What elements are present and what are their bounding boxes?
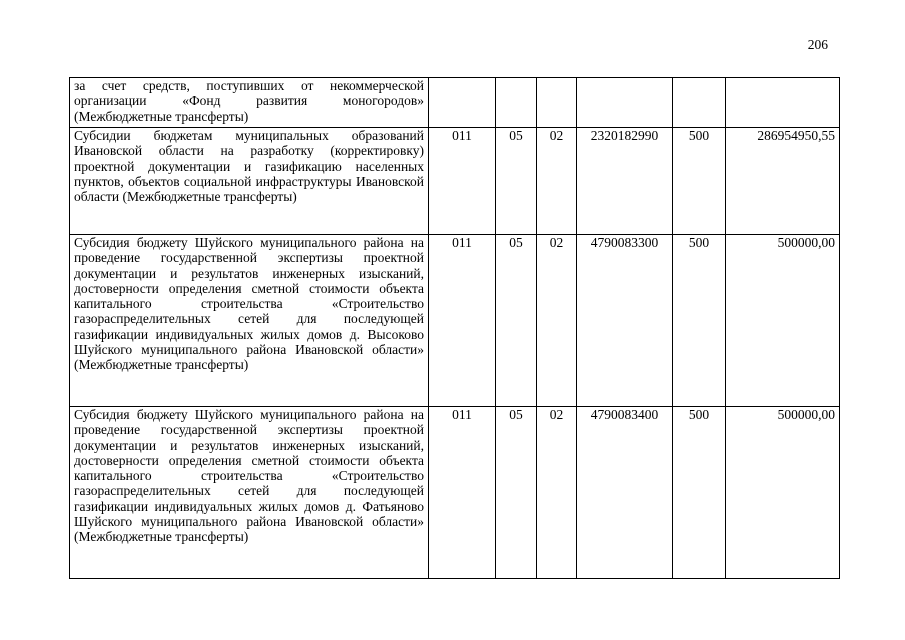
grbs-cell: 011: [429, 235, 496, 407]
vr-cell: 500: [673, 235, 726, 407]
row-name-cell: Субсидии бюджетам муниципальных образований Ивановской области на разработку (корректировку) проектной документации и газификацию населенных пунктов, объектов социальной инфраструктуры Ивановской области (Межбюджетные трансферты): [70, 128, 429, 235]
sum-cell: [726, 78, 840, 128]
row-name-cell: Субсидия бюджету Шуйского муниципального района на проведение государственной экспертизы проектной документации и результатов инженерных изысканий, достоверности определения сметной стоимости объекта капитального строительства «Строительство газораспределительных сетей для последующей газификации индивидуальных жилых домов д. Высоково Шуйского муниципального района Ивановской области» (Межбюджетные трансферты): [70, 235, 429, 407]
csr-cell: 2320182990: [577, 128, 673, 235]
row-name-cell: за счет средств, поступивших от некоммерческой организации «Фонд развития моногородов» (Межбюджетные трансферты): [70, 78, 429, 128]
row-name-cell: Субсидия бюджету Шуйского муниципального района на проведение государственной экспертизы проектной документации и результатов инженерных изысканий, достоверности определения сметной стоимости объекта капитального строительства «Строительство газораспределительных сетей для последующей газификации индивидуальных жилых домов д. Фатьяново Шуйского муниципального района Ивановской области» (Межбюджетные трансферты): [70, 407, 429, 579]
podrazdel-cell: 02: [537, 407, 577, 579]
grbs-cell: 011: [429, 407, 496, 579]
table-row: [70, 78, 840, 128]
razdel-cell: 05: [496, 128, 537, 235]
sum-cell: 286954950,55: [726, 128, 840, 235]
page-number: 206: [807, 37, 828, 52]
razdel-cell: 05: [496, 235, 537, 407]
csr-cell: [577, 78, 673, 128]
grbs-cell: [429, 78, 496, 128]
grbs-cell: 011: [429, 128, 496, 235]
csr-cell: 4790083300: [577, 235, 673, 407]
vr-cell: 500: [673, 407, 726, 579]
table-row: [70, 128, 840, 235]
sum-cell: 500000,00: [726, 407, 840, 579]
table-row: [70, 235, 840, 407]
vr-cell: [673, 78, 726, 128]
razdel-cell: [496, 78, 537, 128]
vr-cell: 500: [673, 128, 726, 235]
podrazdel-cell: 02: [537, 128, 577, 235]
podrazdel-cell: 02: [537, 235, 577, 407]
sum-cell: 500000,00: [726, 235, 840, 407]
razdel-cell: 05: [496, 407, 537, 579]
budget-table: [69, 77, 840, 579]
csr-cell: 4790083400: [577, 407, 673, 579]
table-row: [70, 407, 840, 579]
podrazdel-cell: [537, 78, 577, 128]
